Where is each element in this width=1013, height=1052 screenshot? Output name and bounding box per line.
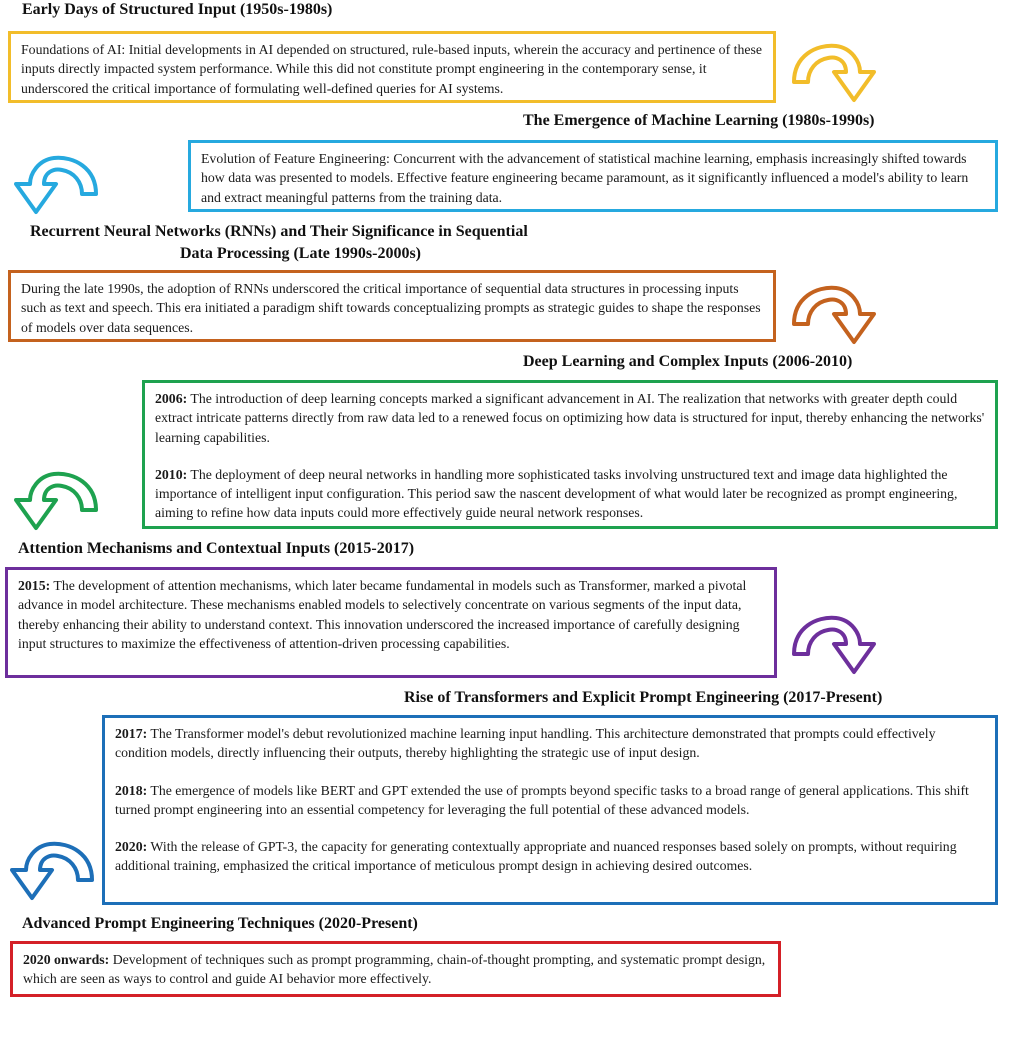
section-title: Rise of Transformers and Explicit Prompt Engineering (2017-Present) [404, 689, 883, 706]
section-title: Advanced Prompt Engineering Techniques (2020-Present) [22, 915, 418, 932]
section-box: During the late 1990s, the adoption of RNNs underscored the critical importance of sequential data structures in processing inputs such as text and speech. This era initiated a paradigm shift towards conceptualizing prompts as strategic guides to shape the responses of models over data sequences. [8, 270, 776, 342]
section-title: Attention Mechanisms and Contextual Inputs (2015-2017) [18, 540, 415, 557]
curved-arrow-right-down-icon [786, 280, 880, 348]
curved-arrow-left-down-icon [10, 150, 104, 218]
curved-arrow-left-down-icon [6, 836, 100, 904]
section-box: Evolution of Feature Engineering: Concurrent with the advancement of statistical machine learning, emphasis increasingly shifted towards how data was presented to models. Effective feature engineering became paramount, as it significantly influenced a model's ability to learn and extract meaningful patterns from the training data. [188, 140, 998, 212]
section-title: The Emergence of Machine Learning (1980s-1990s) [523, 112, 875, 129]
section-title: Deep Learning and Complex Inputs (2006-2010) [523, 353, 853, 370]
section-box: 2015: The development of attention mechanisms, which later became fundamental in models such as Transformer, marked a pivotal advance in model architecture. These mechanisms enabled models to selectively concentrate on various segments of the input data, thereby enhancing their ability to understand context. This innovation underscored the increased importance of carefully designing input structures to maximize the effectiveness of attention-driven processing capabilities. [5, 567, 777, 678]
section-box: 2006: The introduction of deep learning concepts marked a significant advancement in AI. The realization that networks with greater depth could extract intricate patterns directly from raw data led to a renewed focus on optimizing how data is structured for input, thereby enhancing the networks' learning capabilities. 2010: The deployment of deep neural networks in handling more sophisticated tasks involving unstructured text and image data highlighted the importance of intelligent input configuration. This period saw the nascent development of what would later be recognized as prompt engineering, aiming to refine how data inputs could more effectively guide neural network responses. [142, 380, 998, 529]
section-box: Foundations of AI: Initial developments in AI depended on structured, rule-based inputs, wherein the accuracy and pertinence of these inputs directly impacted system performance. While this did not constitute prompt engineering in the contemporary sense, it underscored the critical importance of formulating well-defined queries for AI systems. [8, 31, 776, 103]
section-box: 2020 onwards: Development of techniques such as prompt programming, chain-of-thought prompting, and systematic prompt design, which are seen as ways to control and guide AI behavior more effectively. [10, 941, 781, 997]
curved-arrow-right-down-icon [786, 38, 880, 106]
section-box: 2017: The Transformer model's debut revolutionized machine learning input handling. This architecture demonstrated that prompts could effectively condition models, directly influencing their outputs, thereby highlighting the strategic use of input design. 2018: The emergence of models like BERT and GPT extended the use of prompts beyond specific tasks to a broad range of general applications. This shift turned prompt engineering into an essential competency for leveraging the full potential of these advanced models. 2020: With the release of GPT-3, the capacity for generating contextually appropriate and nuanced responses based solely on prompts, without requiring additional training, emphasized the critical importance of meticulous prompt design in achieving desired outcomes. [102, 715, 998, 905]
curved-arrow-right-down-icon [786, 610, 880, 678]
section-title: Recurrent Neural Networks (RNNs) and Their Significance in Sequential [30, 223, 528, 240]
curved-arrow-left-down-icon [10, 466, 104, 534]
section-title: Data Processing (Late 1990s-2000s) [180, 245, 422, 262]
section-title: Early Days of Structured Input (1950s-1980s) [22, 1, 333, 18]
